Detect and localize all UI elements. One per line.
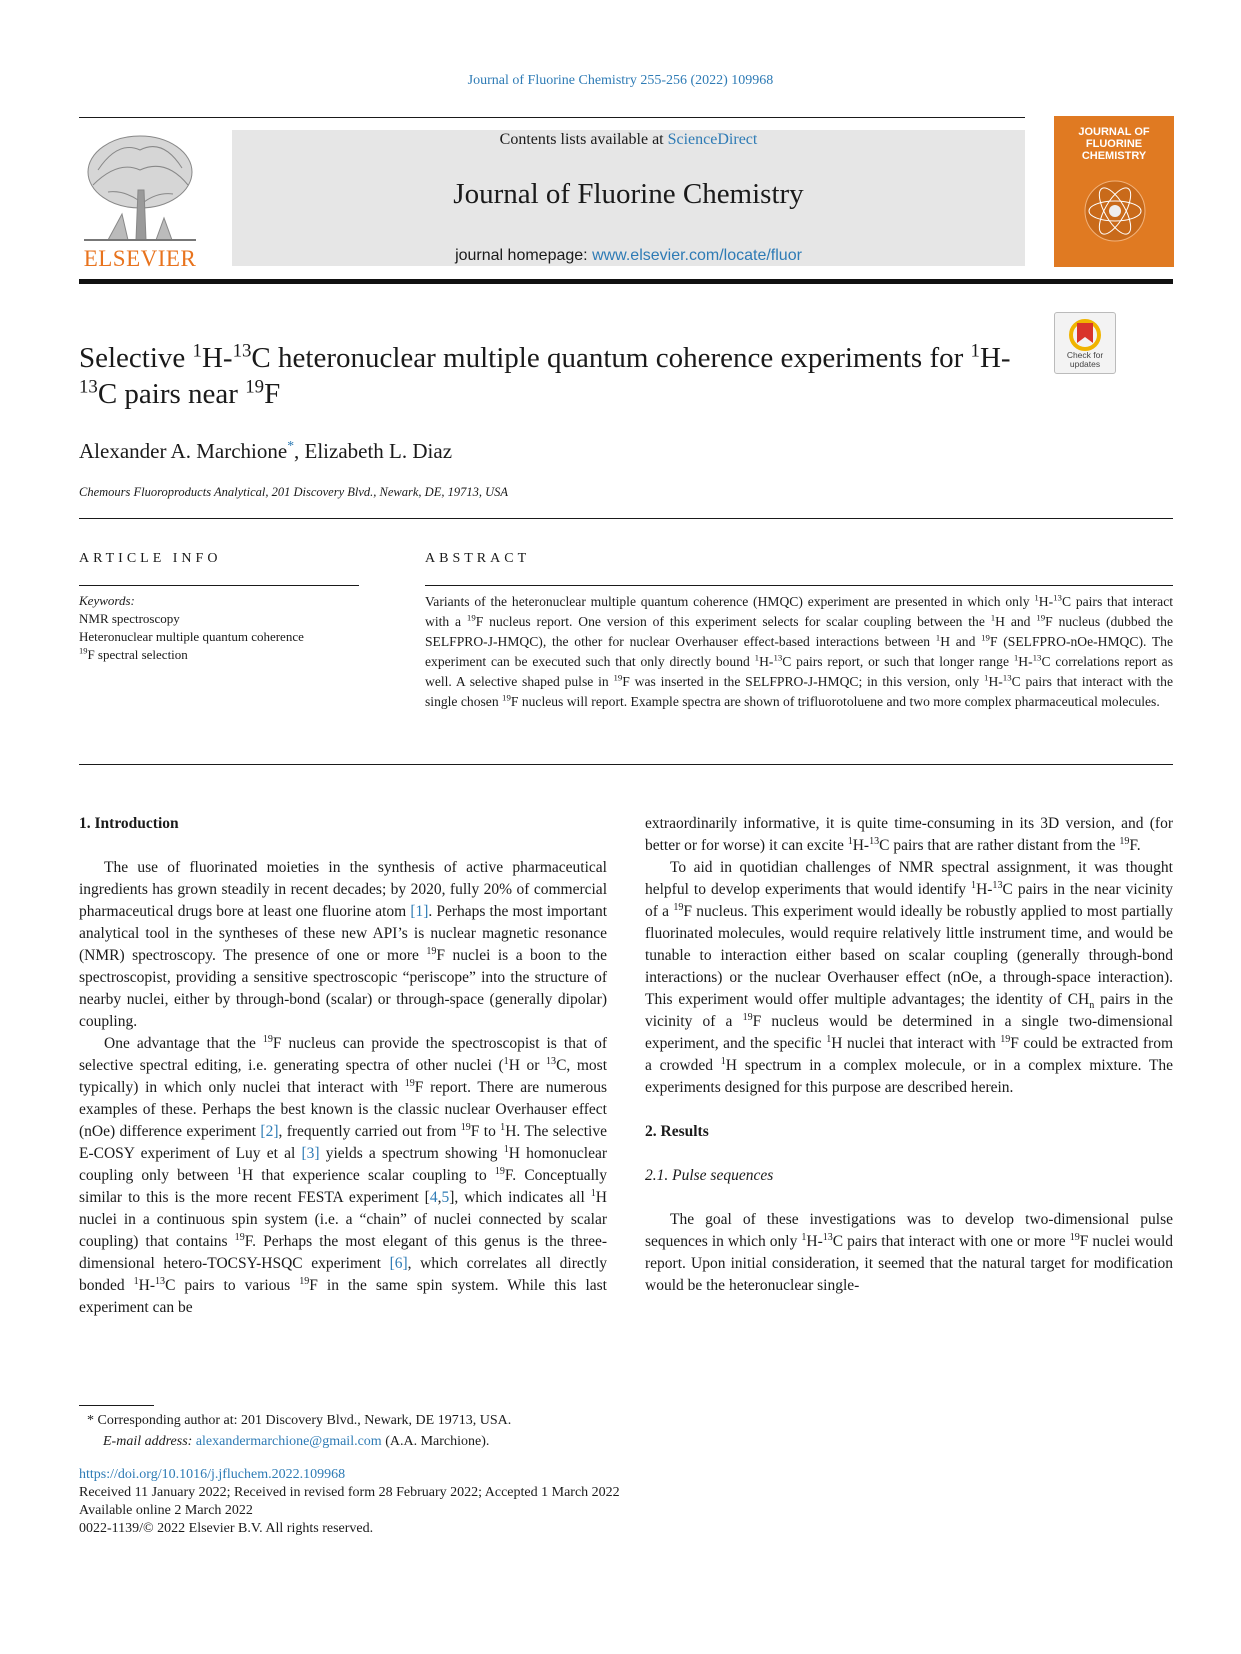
- intro-paragraph-2: One advantage that the $^{19}$F nucleus can provide the spectroscopist is that of selective spectral editing, i.e. generating spectra of other nuclei ($^1$H or $^{13}$C, most typically) in which only nuclei that interact with $^{19}$F report. There are numerous examples of these. Perhaps the best known is the classic nuclear Overhauser effect (nOe) difference experiment [2], frequently carried out from $^{19}$F to $^1$H. The selective E-COSY experiment of Luy et al [3] yields a spectrum showing $^1$H homonuclear coupling only between $^1$H that experience scalar coupling to $^{19}$F. Conceptually similar to this is the more recent FESTA experiment [4,5], which indicates all $^1$H nuclei in a continuous spin system (i.e. a “chain” of nuclei connected by scalar coupling) that contains $^{19}$F. Perhaps the most elegant of this genus is the three-dimensional hetero-TOCSY-HSQC experiment [6], which correlates all directly bonded $^1$H-$^{13}$C pairs to various $^{19}$F in the same spin system. While this last experiment can be: [79, 1033, 608, 1316]
- paper-title: Selective $^1$H-$^{13}$C heteronuclear multiple quantum coherence experiments for $^1$H-$^{13}$C pairs near $^{19}$F: [79, 340, 1011, 410]
- section-2-heading: 2. Results: [645, 1123, 709, 1140]
- journal-title: Journal of Fluorine Chemistry: [453, 178, 804, 210]
- keyword-item: $^{19}$F spectral selection: [79, 645, 188, 662]
- article-info-heading: ARTICLE INFO: [79, 551, 222, 566]
- available-online: Available online 2 March 2022: [79, 1503, 253, 1518]
- keywords-label: Keywords:: [79, 593, 135, 608]
- cover-title: JOURNAL OF FLUORINE CHEMISTRY: [1078, 126, 1150, 162]
- intro-paragraph-2-cont: extraordinarily informative, it is quite time-consuming in its 3D version, and (for better or for worse) it can excite $^1$H-$^{13}$C pairs that are rather distant from the $^{19}$F.: [645, 815, 1173, 854]
- check-updates-label: Check for updates: [1066, 350, 1104, 369]
- atom-icon: [1080, 176, 1150, 246]
- keyword-item: NMR spectroscopy: [79, 611, 180, 626]
- elsevier-tree-icon: [78, 130, 202, 242]
- body-right-column: [645, 813, 1173, 1297]
- results-paragraph-1: The goal of these investigations was to develop two-dimensional pulse sequences in which only $^1$H-$^{13}$C pairs that interact with one or more $^{19}$F nuclei would report. Upon initial consideration, it seemed that the natural target for modification would be the heteronuclear single-: [645, 1211, 1173, 1294]
- journal-reference-link[interactable]: Journal of Fluorine Chemistry 255-256 (2022) 109968: [467, 73, 774, 88]
- journal-homepage-line: [232, 247, 1025, 265]
- divider: [79, 518, 1173, 519]
- check-for-updates-button[interactable]: [1054, 312, 1116, 374]
- citation-link[interactable]: 5: [441, 1189, 450, 1206]
- intro-paragraph-3: To aid in quotidian challenges of NMR spectral assignment, it was thought helpful to develop experiments that would identify $^1$H-$^{13}$C pairs in the near vicinity of a $^{19}$F nucleus. This experiment would ideally be robustly applied to most partially fluorinated molecules, would require relatively little instrument time, and would be tunable to interaction either based on scalar coupling (generally through-bond interactions) or the nuclear Overhauser effect (nOe, a through-space interaction). This experiment would offer multiple advantages; the identity of $CH_n$ pairs in the vicinity of a $^{19}$F nucleus would be determined in a single two-dimensional experiment, and the specific $^1$H nuclei that interact with $^{19}$F could be extracted from a crowded $^1$H spectrum in a complex molecule, or in a complex mixture. The experiments designed for this purpose are described herein.: [645, 859, 1174, 1096]
- contents-available-line: [232, 130, 1025, 150]
- citation-link[interactable]: [6]: [389, 1255, 408, 1272]
- citation-link[interactable]: [2]: [260, 1123, 279, 1140]
- divider: [79, 764, 1173, 765]
- corresponding-author-note: * Corresponding author at: 201 Discovery Blvd., Newark, DE 19713, USA.: [87, 1413, 512, 1428]
- corresponding-author-mark[interactable]: *: [287, 438, 295, 453]
- section-2-1-heading: 2.1. Pulse sequences: [645, 1167, 774, 1184]
- journal-cover-thumbnail[interactable]: [1054, 116, 1174, 267]
- author-marchione[interactable]: Alexander A. Marchione: [79, 439, 288, 463]
- abstract-text: Variants of the heteronuclear multiple quantum coherence (HMQC) experiment are presented in which only $^1$H-$^{13}$C pairs that interact with a $^{19}$F nucleus report. One version of this experiment selects for scalar coupling between the $^1$H and $^{19}$F nucleus (dubbed the SELFPRO-J-HMQC), the other for nuclear Overhauser effect-based interactions between $^1$H and $^{19}$F (SELFPRO-nOe-HMQC). The experiment can be executed such that only directly bound $^1$H-$^{13}$C pairs report, or such that longer range $^1$H-$^{13}$C correlations report as well. A selective shaped pulse in $^{19}$F was inserted in the SELFPRO-J-HMQC; in this version, only $^1$H-$^{13}$C pairs that interact with the single chosen $^{19}$F nucleus will report. Example spectra are shown of trifluorotoluene and two more complex pharmaceutical molecules.: [425, 592, 1174, 709]
- body-left-column: [79, 813, 607, 1319]
- abstract-heading: ABSTRACT: [425, 551, 531, 566]
- publication-meta: [79, 1466, 879, 1538]
- homepage-prefix: journal homepage:: [455, 247, 593, 264]
- author-list: [79, 439, 452, 464]
- section-1-heading: 1. Introduction: [79, 815, 179, 832]
- divider: [425, 585, 1173, 586]
- affiliation: Chemours Fluoroproducts Analytical, 201 Discovery Blvd., Newark, DE, 19713, USA: [79, 485, 508, 499]
- journal-masthead: [232, 130, 1025, 266]
- email-line: [79, 1431, 779, 1452]
- citation-link[interactable]: [1]: [410, 903, 429, 920]
- email-link[interactable]: alexandermarchione@gmail.com: [195, 1434, 382, 1449]
- contents-prefix: Contents lists available at: [499, 131, 668, 148]
- footnote-rule: [79, 1405, 154, 1406]
- elsevier-wordmark: ELSEVIER: [83, 246, 197, 271]
- intro-paragraph-1: The use of fluorinated moieties in the synthesis of active pharmaceutical ingredients has grown steadily in recent decades; by 2020, fully 20% of commercial pharmaceutical drugs bore at least one fluorine atom [1]. Perhaps the most important analytical tool in the syntheses of these new API’s is nuclear magnetic resonance (NMR) spectroscopy. The presence of one or more $^{19}$F nuclei is a boon to the spectroscopist, providing a sensitive spectroscopic “periscope” into the structure of nearby nuclei, either by through-bond (scalar) or through-space (generally dipolar) coupling.: [79, 859, 608, 1030]
- email-label: E-mail address:: [103, 1434, 196, 1449]
- footnote: [79, 1410, 779, 1452]
- journal-homepage-link[interactable]: www.elsevier.com/locate/fluor: [592, 247, 802, 264]
- received-dates: Received 11 January 2022; Received in revised form 28 February 2022; Accepted 1 March 2022: [79, 1485, 620, 1500]
- author-diaz[interactable]: , Elizabeth L. Diaz: [294, 439, 453, 463]
- citation-link[interactable]: 4: [429, 1189, 438, 1206]
- keywords-block: [79, 592, 369, 664]
- divider: [79, 585, 359, 586]
- elsevier-logo[interactable]: [78, 130, 202, 270]
- header-top-rule: [79, 117, 1025, 118]
- email-suffix: (A.A. Marchione).: [381, 1434, 490, 1449]
- doi-link[interactable]: https://doi.org/10.1016/j.jfluchem.2022.109968: [79, 1467, 346, 1482]
- sciencedirect-link[interactable]: ScienceDirect: [667, 131, 758, 148]
- header-thick-rule: [79, 279, 1173, 284]
- citation-link[interactable]: [3]: [301, 1145, 320, 1162]
- keyword-item: Heteronuclear multiple quantum coherence: [79, 629, 304, 644]
- copyright: 0022-1139/© 2022 Elsevier B.V. All rights reserved.: [79, 1521, 374, 1536]
